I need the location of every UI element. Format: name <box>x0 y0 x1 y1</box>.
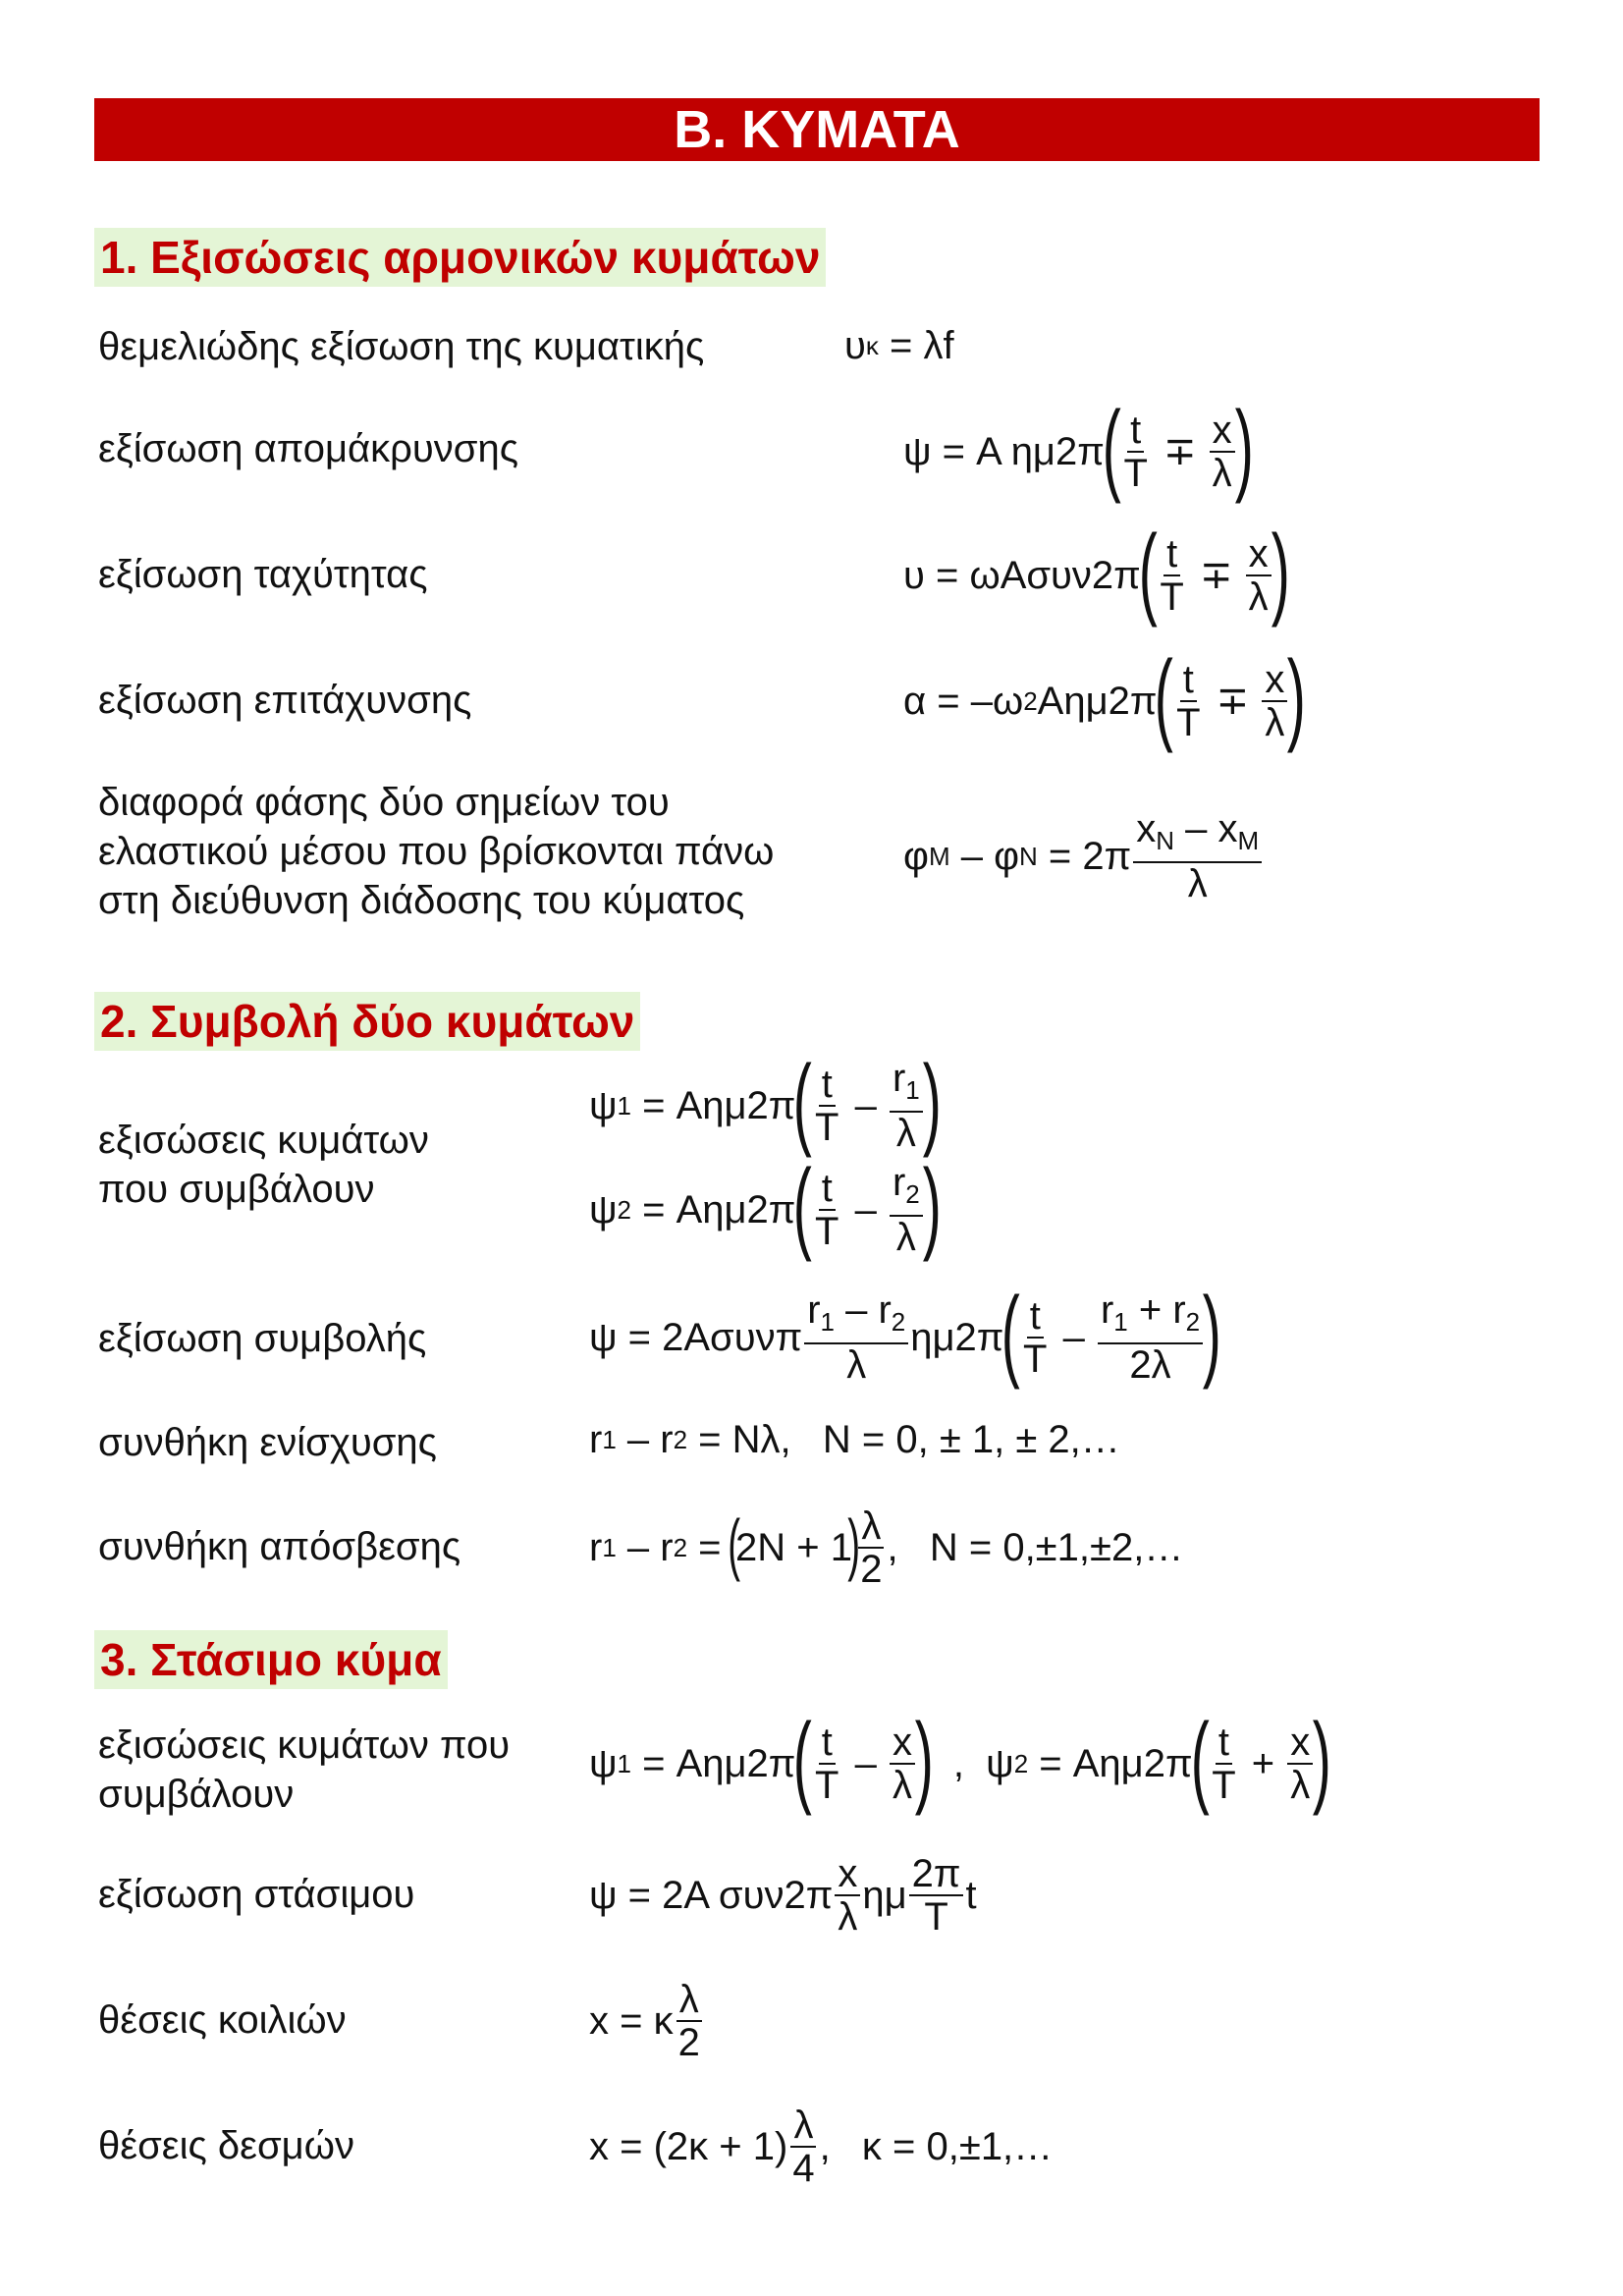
chapter-title-banner: B. ΚΥΜΑΤΑ <box>94 98 1540 161</box>
formula-standing: ψ = 2A συν2π x λ ημ 2π T t <box>589 1852 977 1939</box>
label-interference: εξίσωση συμβολής <box>98 1317 427 1360</box>
label-phase-diff-line3: στη διεύθυνση διάδοσης του κύματος <box>98 879 745 922</box>
formula-phase-difference: φ M – φ N = 2π $x_N - x_M$ λ <box>903 809 1264 903</box>
formula-destructive: r 1 – r 2 = ( 2N + 1 ) λ 2 , N = 0,±1,±2,… <box>589 1504 1184 1591</box>
label-phase-diff-line2: ελαστικού μέσου που βρίσκονται πάνω <box>98 830 775 873</box>
label-antinodes: θέσεις κοιλιών <box>98 1998 347 2042</box>
label-fundamental: θεμελιώδης εξίσωση της κυματικής <box>98 325 705 368</box>
formula-standing-component-waves: ψ 1 = Aημ2π ( t T – x λ ) , ψ 2 = Aημ2π ( t T + x λ ) <box>589 1703 1332 1817</box>
formula-acceleration: α = –ω 2 Aημ2π ( t T ∓ x λ ) <box>903 640 1307 754</box>
formula-nodes: x = (2κ + 1) λ 4 , κ = 0,±1,… <box>589 2104 1054 2190</box>
section-3-title: 3. Στάσιμο κύμα <box>94 1630 448 1689</box>
formula-interference: ψ = 2Aσυνπ $r_1 - r_2$ λ ημ2π ( t T – $r_1 + r_2$ 2λ ) <box>589 1277 1221 1391</box>
label-destructive: συνθήκη απόσβεσης <box>98 1525 461 1568</box>
label-displacement: εξίσωση απομάκρυνσης <box>98 427 519 470</box>
label-standing: εξίσωση στάσιμου <box>98 1873 415 1916</box>
formula-wave-1: ψ 1 = Aημ2π ( t T – $r_1$ λ ) <box>589 1045 942 1159</box>
formula-displacement: ψ = A ημ2π ( t T ∓ x λ ) <box>903 391 1254 505</box>
label-interfering-waves-line1: εξισώσεις κυμάτων <box>98 1119 429 1162</box>
section-1-title: 1. Εξισώσεις αρμονικών κυμάτων <box>94 228 826 287</box>
formula-wave-2: ψ 2 = Aημ2π ( t T – $r_2$ λ ) <box>589 1149 942 1263</box>
label-standing-waves-line1: εξισώσεις κυμάτων που <box>98 1723 511 1767</box>
formula-antinodes: x = κ λ 2 <box>589 1978 700 2064</box>
label-phase-diff-line1: διαφορά φάσης δύο σημείων του <box>98 781 670 824</box>
formula-constructive: r 1 – r 2 = Nλ, N = 0, ± 1, ± 2,… <box>589 1417 1120 1461</box>
label-standing-waves-line2: συμβάλουν <box>98 1773 295 1816</box>
label-constructive: συνθήκη ενίσχυσης <box>98 1421 437 1464</box>
label-acceleration: εξίσωση επιτάχυνσης <box>98 679 472 722</box>
label-nodes: θέσεις δεσμών <box>98 2124 354 2167</box>
label-interfering-waves-line2: που συμβάλουν <box>98 1168 375 1211</box>
formula-velocity: υ = ωAσυν2π ( t T ∓ x λ ) <box>903 515 1290 629</box>
formula-fundamental: υ κ = λf <box>844 323 954 367</box>
label-velocity: εξίσωση ταχύτητας <box>98 553 428 596</box>
section-2-title: 2. Συμβολή δύο κυμάτων <box>94 992 640 1051</box>
